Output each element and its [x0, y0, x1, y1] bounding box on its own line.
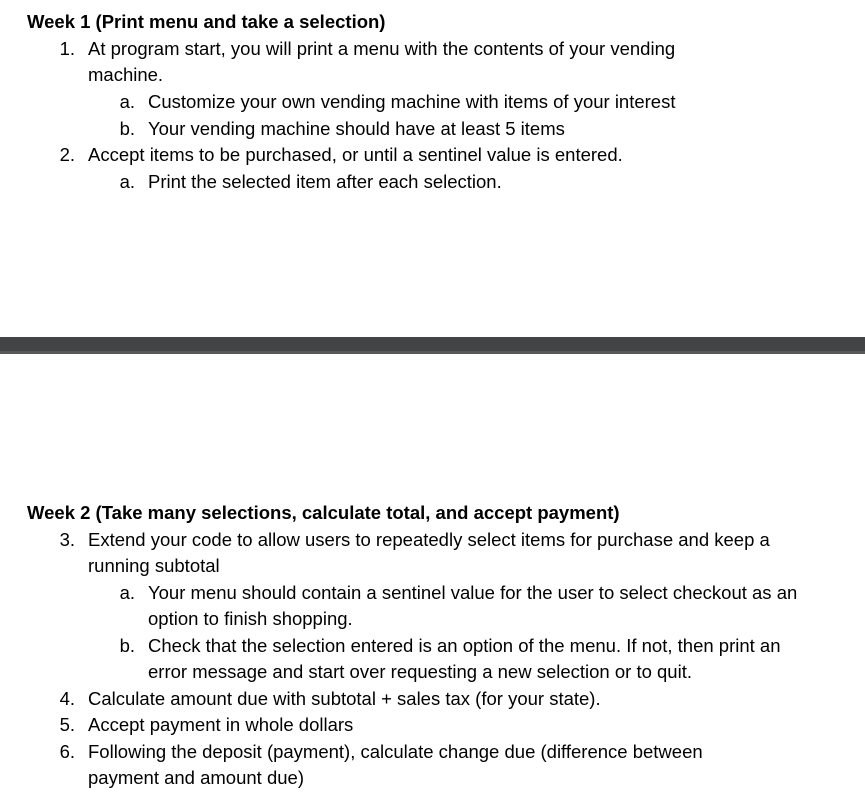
sub-list-letter: b.	[119, 118, 135, 139]
list-text: Calculate amount due with subtotal + sales tax (for your state).	[88, 688, 601, 709]
list-number: 3.	[59, 529, 75, 550]
sub-list-text: Check that the selection entered is an option of the menu. If not, then print an error message and start over requesting a new selection or to quit.	[148, 635, 781, 683]
list-number: 1.	[59, 38, 75, 59]
week-1-heading: Week 1 (Print menu and take a selection)	[27, 11, 386, 32]
sub-list-text: Print the selected item after each selection.	[148, 171, 502, 192]
list-text: Accept payment in whole dollars	[88, 714, 354, 735]
sub-list-letter: a.	[119, 171, 135, 192]
list-number: 6.	[59, 741, 75, 762]
sub-list-text: Your menu should contain a sentinel value for the user to select checkout as an option to finish shopping.	[148, 582, 798, 630]
page-divider	[0, 337, 865, 354]
sub-list-text: Customize your own vending machine with items of your interest	[148, 91, 676, 112]
list-text: Extend your code to allow users to repeatedly select items for purchase and keep a running subtotal	[88, 529, 770, 577]
list-text: At program start, you will print a menu with the contents of your vending machine.	[88, 38, 676, 86]
list-number: 5.	[59, 714, 75, 735]
sub-list-text: Your vending machine should have at least 5 items	[148, 118, 565, 139]
sub-list-letter: a.	[119, 582, 135, 603]
list-text: Accept items to be purchased, or until a sentinel value is entered.	[88, 144, 623, 165]
list-text: Following the deposit (payment), calculate change due (difference between payment and amount due)	[88, 741, 703, 789]
list-number: 4.	[59, 688, 75, 709]
list-number: 2.	[59, 144, 75, 165]
week-2-heading: Week 2 (Take many selections, calculate total, and accept payment)	[27, 502, 620, 523]
sub-list-letter: b.	[119, 635, 135, 656]
sub-list-letter: a.	[119, 91, 135, 112]
